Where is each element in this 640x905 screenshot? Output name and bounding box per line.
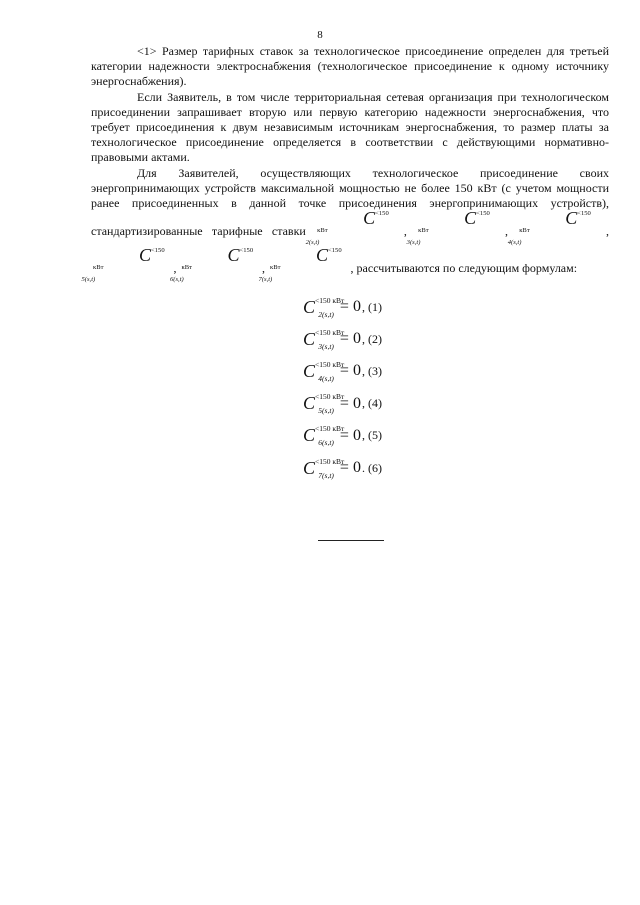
symbol-subscript: 3(s,t) (406, 239, 421, 247)
formula-rhs: = 0 (339, 298, 361, 316)
footnote-paragraph: <1> Размер тарифных ставок за технологическое присоединение определен для третьей категории надежности электроснабжения (технологическое присоединение к одному источнику энергоснабжения). (91, 44, 609, 89)
symbol-superscript: <150 кВт (315, 456, 345, 466)
symbol-letter: C (139, 244, 152, 265)
symbol-subscript: 7(s,t) (258, 275, 273, 283)
symbol-subscript: 2(s,t) (305, 239, 320, 247)
rate-symbol-5 (81, 244, 169, 284)
symbol-subscript: 4(s,t) (318, 373, 334, 383)
symbol-letter: C (464, 208, 477, 229)
formula-rhs: = 0 (339, 394, 361, 412)
symbol-subscript: 2(s,t) (318, 309, 334, 319)
symbol-subscript: 6(s,t) (170, 275, 184, 283)
rates-paragraph-lead: Для Заявителей, осуществляющих технологическое присоединение своих энергопринимающих устройств максимальной мощностью не более 150 кВт (с учетом мощности ранее присоединенных в данной точке присоединения энергопринимающих устройств), стандартизированные тарифные ставки (91, 165, 609, 239)
symbol-subscript: 3(s,t) (318, 341, 334, 351)
formula-list (303, 291, 503, 484)
symbol-subscript: 6(s,t) (318, 438, 334, 448)
inline-symbol-list: $C^{<150 кВт}_{2(s,t)}$ , $C^{<150 кВт}_{3(s,t)}$ , $C^{<150 кВт}_{4(s,t)}$ , $C^{<150 кВт}_{5(s,t)}$ , $C^{<150 кВт}_{6(s,t)}$ , $C^{<150 кВт}_{7(s,t)}$ , (81, 208, 609, 283)
formula-row (303, 323, 503, 355)
formula-row (303, 452, 503, 484)
symbol-letter: C (303, 328, 316, 349)
formula-number: , (5) (361, 428, 382, 443)
formula-symbol (303, 424, 345, 448)
formula-number: , (4) (361, 396, 382, 411)
symbol-subscript: 5(s,t) (318, 406, 334, 416)
symbol-subscript: 5(s,t) (81, 275, 96, 283)
formula-rhs: = 0 (339, 330, 361, 348)
symbol-letter: C (303, 393, 316, 414)
symbol-letter: C (316, 244, 329, 265)
formula-row (303, 420, 503, 452)
category-paragraph: Если Заявитель, в том числе территориальная сетевая организация при технологическом присоединении запрашивает вторую или первую категорию надежности энергоснабжения, что требует присоединения к двум независимым источникам энергоснабжения, то размер платы за технологическое присоединение определяется в соответствии с действующими нормативно-правовыми актами. (91, 89, 609, 165)
body-text (81, 44, 609, 284)
symbol-superscript: <150 кВт (315, 359, 345, 369)
formula-symbol (303, 295, 345, 319)
symbol-letter: C (227, 244, 240, 265)
formula-number: , (1) (361, 299, 382, 314)
symbol-superscript: <150 кВт (317, 210, 389, 235)
symbol-superscript: <150 кВт (315, 424, 345, 434)
symbol-letter: C (303, 296, 316, 317)
symbol-superscript: <150 кВт (519, 210, 591, 235)
rate-symbol-7 (258, 244, 346, 284)
formula-rhs: = 0 (339, 362, 361, 380)
symbol-letter: C (363, 208, 376, 229)
formula-number: , (2) (361, 331, 382, 346)
rate-symbol-4 (507, 208, 595, 247)
symbol-superscript: <150 кВт (315, 327, 345, 337)
rate-symbol-6 (170, 244, 258, 284)
formula-rhs: = 0 (339, 459, 361, 477)
symbol-letter: C (303, 360, 316, 381)
rates-paragraph (81, 165, 609, 284)
formula-symbol (303, 456, 345, 480)
symbol-letter: C (303, 457, 316, 478)
formula-number: . (6) (361, 460, 382, 475)
formula-row (303, 355, 503, 387)
symbol-superscript: <150 кВт (93, 246, 165, 271)
symbol-letter: C (303, 425, 316, 446)
formula-symbol (303, 359, 345, 383)
page-number: 8 (317, 29, 323, 41)
rates-paragraph-tail: рассчитываются по следующим формулам: (356, 260, 578, 275)
formula-symbol (303, 327, 345, 351)
rate-symbol-2 (305, 208, 393, 247)
formula-row (303, 291, 503, 323)
formula-row (303, 388, 503, 420)
symbol-letter: C (565, 208, 578, 229)
symbol-superscript: <150 кВт (270, 246, 342, 271)
symbol-superscript: <150 кВт (315, 295, 345, 305)
symbol-superscript: <150 кВт (418, 210, 490, 235)
symbol-subscript: 7(s,t) (318, 470, 334, 480)
rate-symbol-3 (406, 208, 494, 247)
formula-rhs: = 0 (339, 426, 361, 444)
symbol-superscript: <150 кВт (315, 392, 345, 402)
formula-symbol (303, 392, 345, 416)
formula-number: , (3) (361, 363, 382, 378)
footnote-separator (318, 540, 384, 541)
symbol-superscript: <150 кВт (181, 246, 254, 271)
symbol-subscript: 4(s,t) (507, 239, 522, 247)
